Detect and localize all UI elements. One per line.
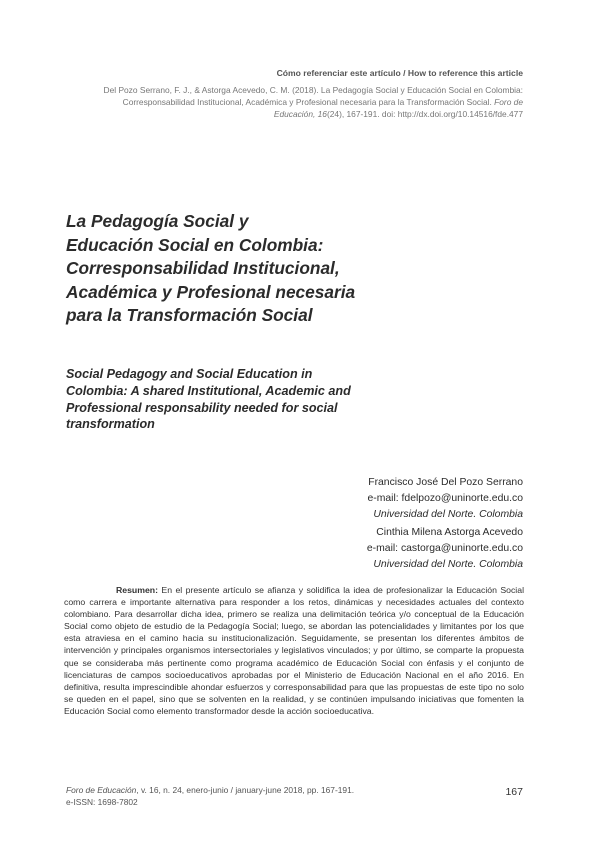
author-email[interactable]: e-mail: castorga@uninorte.edu.co: [366, 542, 523, 554]
citation-heading: Cómo referenciar este artículo / How to reference this article: [276, 68, 523, 78]
author-name: Francisco José Del Pozo Serrano: [368, 477, 523, 488]
title-spanish: [66, 210, 486, 328]
title-line: Social Pedagogy and Social Education in: [66, 367, 313, 381]
author-affiliation: Universidad del Norte. Colombia: [373, 558, 523, 570]
author-block: [367, 475, 523, 522]
citation-doi: (24), 167-191. doi: http://dx.doi.org/10.14516/fde.477: [326, 109, 523, 120]
footer-citation: [66, 784, 354, 796]
citation-line: [66, 108, 523, 120]
footer-issn: e-ISSN: 1698-7802: [66, 797, 138, 808]
author-affiliation: Universidad del Norte. Colombia: [373, 508, 523, 520]
title-line: transformation: [66, 417, 155, 432]
author-email[interactable]: e-mail: fdelpozo@uninorte.edu.co: [367, 492, 523, 504]
footer-journal: Foro de Educación: [66, 785, 137, 795]
title-line: Académica y Profesional necesaria: [66, 281, 356, 302]
abstract-text: En el presente artículo se afianza y solidifica la idea de profesionalizar la Educación Social como carrera e importante alternativa para responder a los retos, dinámicas y necesidades actuales del contexto colombiano. Para desarrollar dicha idea, primero se realiza una delimitación teórica y/o conceptual de la Educación Social como objeto de estudio de la Pedagogía Social; luego, se abordan las potencialidades y limitantes por los que esta atraviesa en el camino hacia su institucionalización. Seguidamente, se presentan los diferentes ámbitos de intervención y principales organismos intersectoriales y legislativos vinculados; y por último, se comparte la propuesta que se consideraba más pertinente como programa académico de Educación Social con énfasis y el conjunto de licenciaturas de campos socioeducativos aprobadas por el Ministerio de Educación Nacional en el año 2016. En definitiva, resulta imprescindible ahondar esfuerzos y corresponsabilidad para que las propuestas de este tipo no solo se queden en el papel, sino que se solventen en la realidad, y se continúen impulsando iniciativas que fomenten la Educación Social como elemento transformador desde la acción socioeducativa.: [64, 585, 525, 716]
citation-line: Del Pozo Serrano, F. J., & Astorga Acevedo, C. M. (2018). La Pedagogía Social y Educación Social en Colombia:: [103, 85, 523, 95]
abstract-label: Resumen:: [116, 585, 158, 595]
footer-issue: , v. 16, n. 24, enero-junio / january-june 2018, pp. 167-191.: [136, 785, 355, 795]
title-line: Professional responsability needed for social: [66, 400, 338, 415]
page-number: 167: [505, 786, 523, 798]
title-line: Educación Social en Colombia:: [66, 234, 324, 255]
citation-journal: Foro de: [494, 97, 523, 108]
abstract: [64, 584, 524, 717]
title-english: [66, 366, 486, 433]
author-block: [367, 525, 523, 572]
citation-text: Corresponsabilidad Institucional, Académica y Profesional necesaria para la Transformación Social.: [122, 97, 495, 108]
title-line: Corresponsabilidad Institucional,: [66, 258, 340, 279]
citation-reference: [66, 84, 523, 121]
title-line: La Pedagogía Social y: [66, 211, 249, 231]
page-footer: [66, 784, 354, 809]
title-line: Colombia: A shared Institutional, Academic and: [66, 383, 351, 398]
citation-journal: Educación, 16: [273, 109, 327, 120]
author-name: Cinthia Milena Astorga Acevedo: [376, 527, 523, 538]
citation-line: [66, 96, 523, 108]
title-line: para la Transformación Social: [66, 305, 313, 326]
